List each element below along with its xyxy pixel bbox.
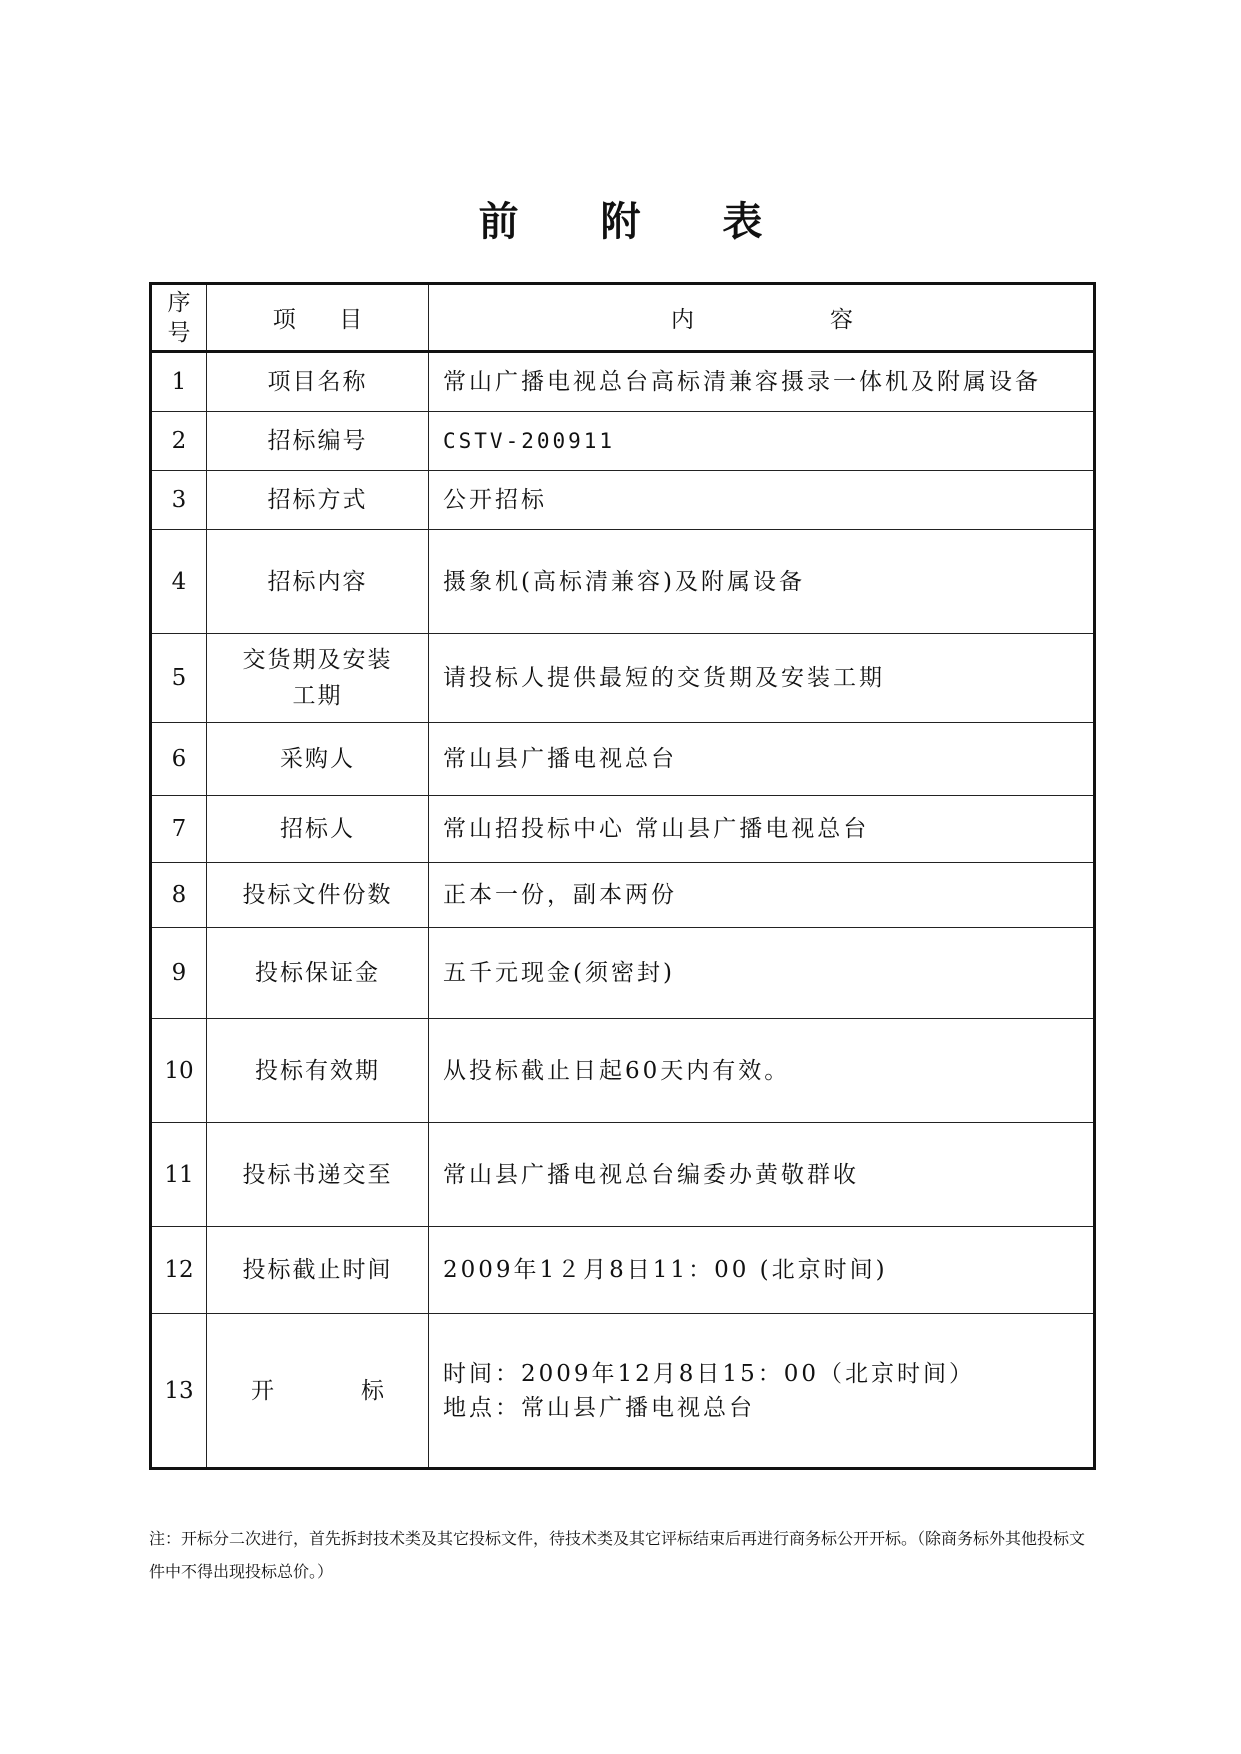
table-row	[151, 1314, 1095, 1469]
row-item: 投标截止时间	[207, 1227, 429, 1314]
row-item: 投标有效期	[207, 1019, 429, 1123]
footnote: 注：开标分二次进行，首先拆封技术类及其它投标文件，待技术类及其它评标结束后再进行商务标公开开标。（除商务标外其他投标文件中不得出现投标总价。）	[149, 1529, 1086, 1581]
row-num: 2	[151, 412, 207, 471]
header-num-char-2: 号	[167, 319, 191, 346]
header-content-char-1: 内	[671, 307, 694, 333]
header-item-char-2: 目	[339, 307, 363, 333]
row-content	[429, 1314, 1095, 1469]
table-row	[151, 634, 1095, 723]
row-item: 招标人	[207, 796, 429, 863]
row-item-text: 交货期及安装工期	[242, 647, 393, 709]
row-content: 摄象机(高标清兼容)及附属设备	[429, 530, 1095, 634]
table-row	[151, 863, 1095, 928]
table-row	[151, 412, 1095, 471]
row-item: 投标文件份数	[207, 863, 429, 928]
table-row	[151, 1123, 1095, 1227]
row-item: 项目名称	[207, 352, 429, 412]
table-row	[151, 1227, 1095, 1314]
row-content: 常山招投标中心 常山县广播电视总台	[429, 796, 1095, 863]
row-item: 招标方式	[207, 471, 429, 530]
row-num: 9	[151, 928, 207, 1019]
row-item	[207, 1314, 429, 1469]
row-num: 5	[151, 634, 207, 723]
table-row	[151, 723, 1095, 796]
header-content-char-2: 容	[830, 307, 853, 333]
row-num: 8	[151, 863, 207, 928]
page-title: 前 附 表	[478, 198, 797, 245]
row-content: CSTV-200911	[429, 412, 1095, 471]
row-item: 招标内容	[207, 530, 429, 634]
row-content: 五千元现金(须密封)	[429, 928, 1095, 1019]
header-item-char-1: 项	[272, 307, 296, 333]
row-item-char-2: 标	[361, 1377, 386, 1404]
header-num-char-1: 序	[167, 289, 191, 316]
row-item-char-1: 开	[251, 1377, 276, 1404]
header-num	[151, 284, 207, 352]
row-item	[207, 634, 429, 723]
row-content: 常山县广播电视总台编委办黄敬群收	[429, 1123, 1095, 1227]
row-content: 常山广播电视总台高标清兼容摄录一体机及附属设备	[429, 352, 1095, 412]
table-header-row	[151, 284, 1095, 352]
row-num: 3	[151, 471, 207, 530]
row-num: 12	[151, 1227, 207, 1314]
row-num: 11	[151, 1123, 207, 1227]
row-content: 从投标截止日起60天内有效。	[429, 1019, 1095, 1123]
row-item: 采购人	[207, 723, 429, 796]
annex-table	[149, 282, 1096, 1470]
table-row	[151, 352, 1095, 412]
row-content: 2009年1２月8日11：00 (北京时间)	[429, 1227, 1095, 1314]
row-content: 常山县广播电视总台	[429, 723, 1095, 796]
row-item: 招标编号	[207, 412, 429, 471]
header-content	[429, 284, 1095, 352]
row-content: 请投标人提供最短的交货期及安装工期	[429, 634, 1095, 723]
row-num: 4	[151, 530, 207, 634]
row-num: 6	[151, 723, 207, 796]
header-item	[207, 284, 429, 352]
row-num: 10	[151, 1019, 207, 1123]
row-content-line-2: 地点：常山县广播电视总台	[443, 1394, 755, 1421]
row-content: 正本一份，副本两份	[429, 863, 1095, 928]
row-item: 投标书递交至	[207, 1123, 429, 1227]
row-item: 投标保证金	[207, 928, 429, 1019]
row-num: 7	[151, 796, 207, 863]
table-row	[151, 928, 1095, 1019]
row-num: 1	[151, 352, 207, 412]
table-row	[151, 1019, 1095, 1123]
row-content: 公开招标	[429, 471, 1095, 530]
row-content-line-1: 时间：2009年12月8日15：00（北京时间）	[443, 1360, 975, 1387]
table-row	[151, 530, 1095, 634]
table-row	[151, 471, 1095, 530]
row-num: 13	[151, 1314, 207, 1469]
table-row	[151, 796, 1095, 863]
